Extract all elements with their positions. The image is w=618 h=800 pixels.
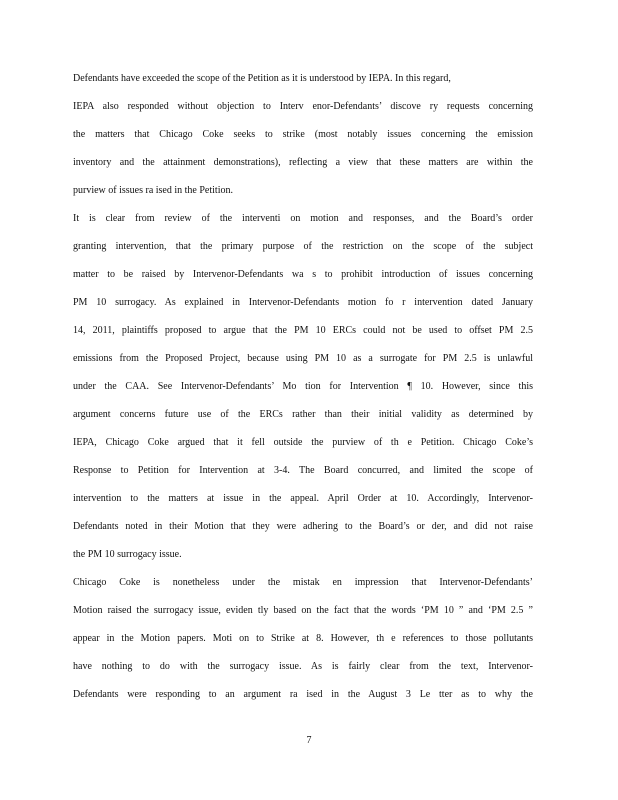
- text-line: emissions from the Proposed Project, because using PM 10 as a surrogate for PM 2.5 is unlawful: [73, 353, 533, 364]
- text-line: PM 10 surrogacy. As explained in Intervenor-Defendants motion fo r intervention dated January: [73, 297, 533, 308]
- page-number: 7: [306, 735, 312, 746]
- text-line: purview of issues ra ised in the Petition.: [73, 185, 233, 196]
- text-line: granting intervention, that the primary purpose of the restriction on the scope of the subject: [73, 241, 533, 252]
- text-line: IEPA also responded without objection to Interv enor-Defendants’ discove ry requests concerning: [73, 101, 533, 112]
- text-line: Defendants have exceeded the scope of the Petition as it is understood by IEPA. In this regard,: [73, 73, 451, 84]
- text-line: 14, 2011, plaintiffs proposed to argue that the PM 10 ERCs could not be used to offset PM 2.5: [73, 325, 533, 336]
- text-line: Defendants were responding to an argument ra ised in the August 3 Le tter as to why the: [73, 689, 533, 700]
- text-line: have nothing to do with the surrogacy issue. As is fairly clear from the text, Intervenor-: [73, 661, 533, 672]
- text-line: It is clear from review of the interventi on motion and responses, and the Board’s order: [73, 213, 533, 224]
- text-line: intervention to the matters at issue in the appeal. April Order at 10. Accordingly, Intervenor-: [73, 493, 533, 504]
- text-line: Defendants noted in their Motion that they were adhering to the Board’s or der, and did not raise: [73, 521, 533, 532]
- text-line: under the CAA. See Intervenor-Defendants’ Mo tion for Intervention ¶ 10. However, since this: [73, 381, 533, 392]
- text-line: Response to Petition for Intervention at 3-4. The Board concurred, and limited the scope of: [73, 465, 533, 476]
- text-line: Chicago Coke is nonetheless under the mistak en impression that Intervenor-Defendants’: [73, 577, 533, 588]
- text-line: Motion raised the surrogacy issue, eviden tly based on the fact that the words ‘PM 10 ” and ‘PM 2.5 ”: [73, 605, 533, 616]
- text-line: inventory and the attainment demonstrations), reflecting a view that these matters are within the: [73, 157, 533, 168]
- text-line: the PM 10 surrogacy issue.: [73, 549, 182, 560]
- text-line: the matters that Chicago Coke seeks to strike (most notably issues concerning the emission: [73, 129, 533, 140]
- text-line: IEPA, Chicago Coke argued that it fell outside the purview of th e Petition. Chicago Coke’s: [73, 437, 533, 448]
- text-line: matter to be raised by Intervenor-Defendants wa s to prohibit introduction of issues concerning: [73, 269, 533, 280]
- text-line: appear in the Motion papers. Moti on to Strike at 8. However, th e references to those pollutants: [73, 633, 533, 644]
- text-line: argument concerns future use of the ERCs rather than their initial validity as determined by: [73, 409, 533, 420]
